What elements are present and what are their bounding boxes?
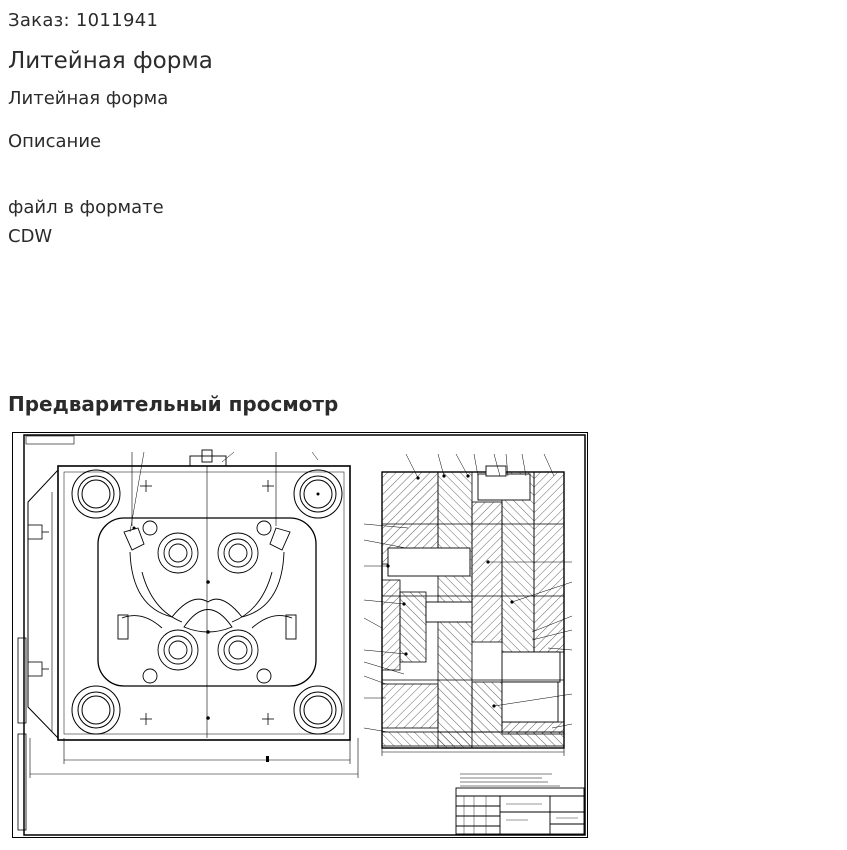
description-heading: Описание	[8, 131, 102, 152]
preview-heading: Предварительный просмотр	[8, 392, 339, 416]
mold-drawing	[12, 432, 588, 838]
description-text: файл в формате CDW	[8, 197, 164, 247]
drawing-preview-image[interactable]	[12, 432, 588, 838]
product-title: Литейная форма	[8, 48, 213, 74]
order-number: Заказ: 1011941	[8, 10, 159, 31]
product-subtitle: Литейная форма	[8, 88, 169, 109]
